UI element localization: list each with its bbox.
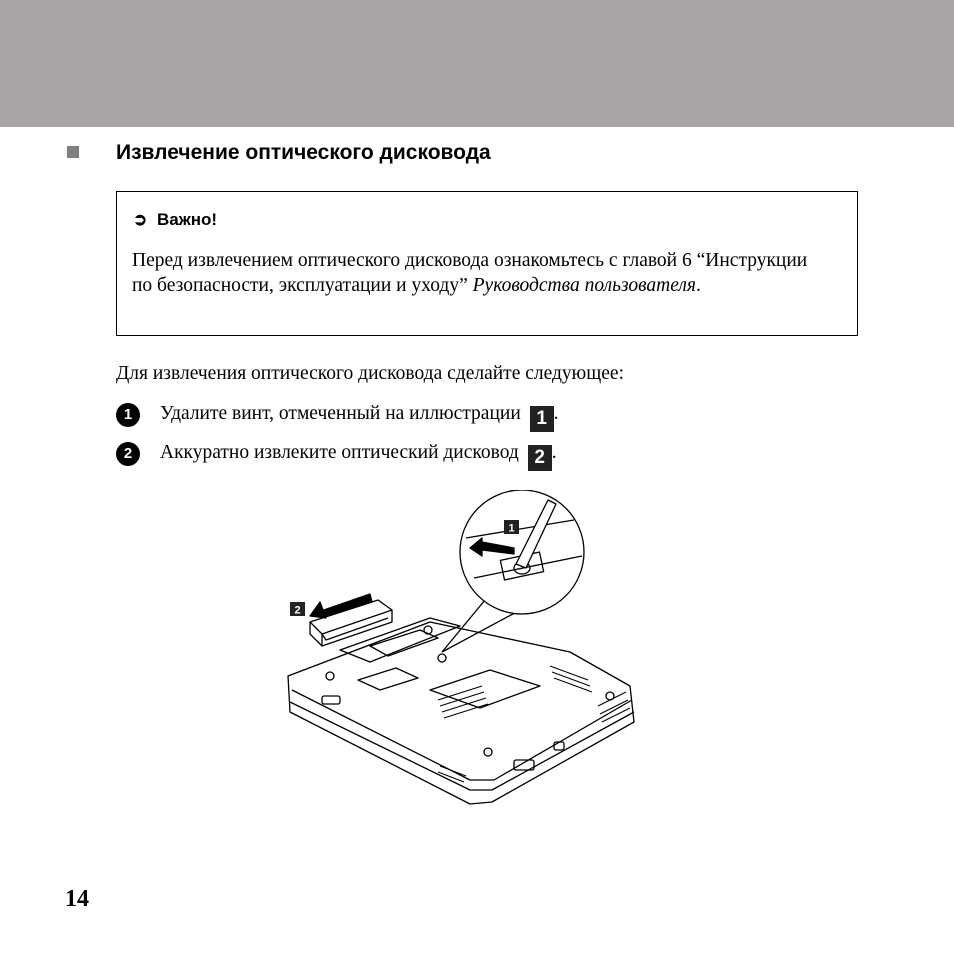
step-2-end: . bbox=[551, 442, 557, 463]
arrow-icon: ➲ bbox=[133, 210, 148, 229]
figure-callout-2-label: 2 bbox=[294, 604, 301, 617]
important-text-end: . bbox=[695, 275, 701, 296]
page-number: 14 bbox=[65, 886, 89, 912]
step-text bbox=[160, 400, 559, 432]
callout-badge: 1 bbox=[530, 406, 554, 432]
step-2-text: Аккуратно извлеките оптический дисковод bbox=[160, 442, 519, 463]
important-notice-box bbox=[116, 191, 858, 336]
important-text-main: Перед извлечением оптического дисковода ознакомьтесь с главой 6 “Инструкции по безопасности, эксплуатации и уходу” bbox=[132, 250, 808, 296]
step-text bbox=[160, 439, 557, 471]
laptop-optical-drive-illustration bbox=[270, 490, 650, 810]
section-title: Извлечение оптического дисковода bbox=[116, 141, 491, 164]
important-heading bbox=[133, 208, 217, 232]
header-band bbox=[0, 0, 954, 127]
callout-badge: 2 bbox=[528, 445, 552, 471]
important-text bbox=[132, 248, 812, 298]
step-number-badge: 2 bbox=[116, 442, 140, 466]
step-number-badge: 1 bbox=[116, 403, 140, 427]
important-text-italic: Руководства пользователя bbox=[472, 275, 696, 296]
step-1-text: Удалите винт, отмеченный на иллюстрации bbox=[160, 403, 521, 424]
section-bullet-icon bbox=[67, 146, 79, 158]
important-label: Важно! bbox=[157, 210, 218, 229]
intro-paragraph: Для извлечения оптического дисковода сделайте следующее: bbox=[116, 363, 624, 384]
figure-callout-1-label: 1 bbox=[508, 522, 515, 535]
step-1-end: . bbox=[553, 403, 559, 424]
